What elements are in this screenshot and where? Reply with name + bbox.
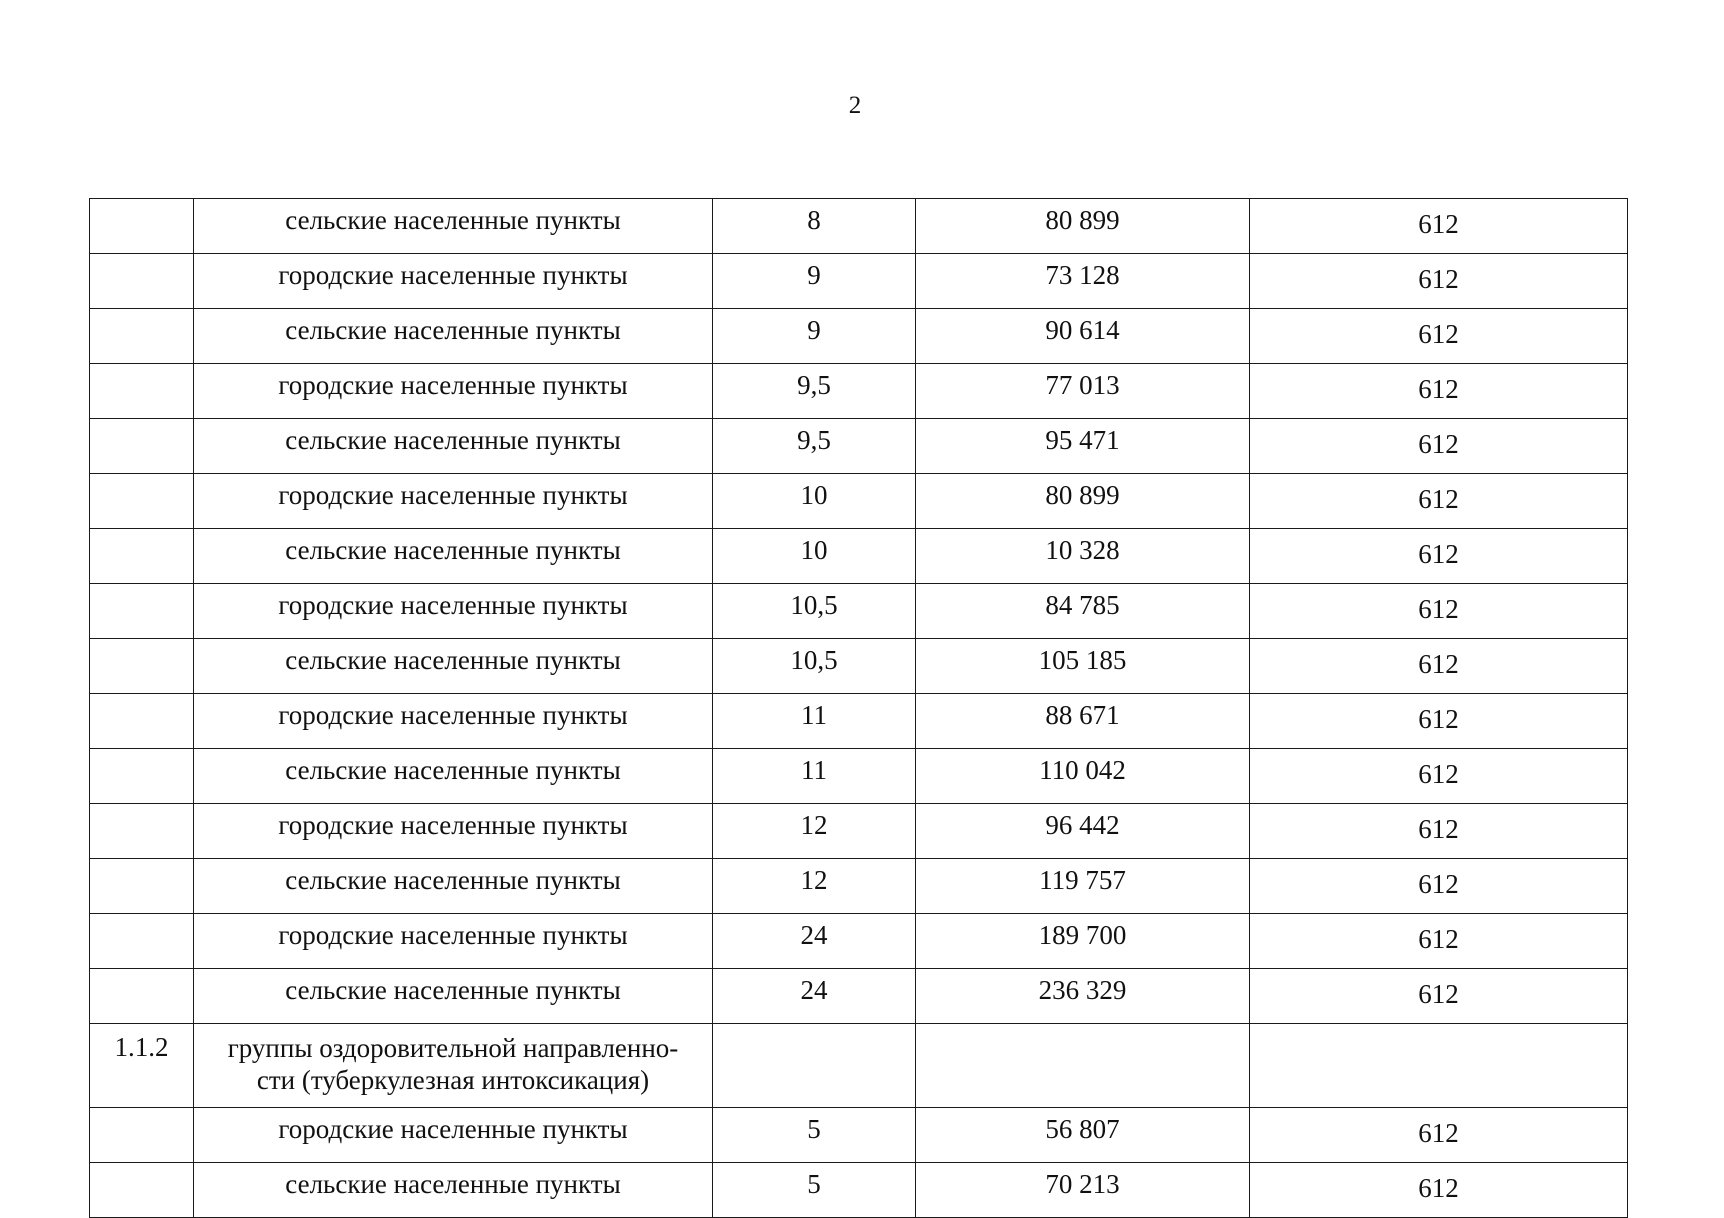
section-title-line-2: сти (туберкулезная интоксикация) — [256, 1065, 650, 1095]
cell-code — [90, 694, 194, 749]
cell-value-b: 105 185 — [916, 639, 1250, 694]
cell-settlement-type: городские населенные пункты — [194, 474, 713, 529]
table-row — [90, 309, 1628, 364]
cell-settlement-type: сельские населенные пункты — [194, 969, 713, 1024]
cell-value-b: 84 785 — [916, 584, 1250, 639]
cell-settlement-type: сельские населенные пункты — [194, 639, 713, 694]
cell-value-a: 10,5 — [713, 584, 916, 639]
cell-code — [90, 1108, 194, 1163]
table-row — [90, 969, 1628, 1024]
cell-value-b: 80 899 — [916, 474, 1250, 529]
cell-value-a: 10,5 — [713, 639, 916, 694]
cell-settlement-type: сельские населенные пункты — [194, 199, 713, 254]
cell-value-a: 24 — [713, 914, 916, 969]
cell-value-b — [916, 1024, 1250, 1108]
cell-value-b: 77 013 — [916, 364, 1250, 419]
cell-code — [90, 254, 194, 309]
cell-value-a: 9 — [713, 254, 916, 309]
cell-value-c: 612 — [1250, 639, 1628, 694]
table-row — [90, 804, 1628, 859]
cell-value-c: 612 — [1250, 914, 1628, 969]
cell-settlement-type: городские населенные пункты — [194, 584, 713, 639]
cell-value-a: 5 — [713, 1163, 916, 1218]
cell-value-b: 88 671 — [916, 694, 1250, 749]
cell-code — [90, 584, 194, 639]
cell-code — [90, 914, 194, 969]
cell-value-a: 10 — [713, 529, 916, 584]
table-row — [90, 694, 1628, 749]
cell-value-b: 110 042 — [916, 749, 1250, 804]
cell-settlement-type: городские населенные пункты — [194, 254, 713, 309]
tariff-table — [89, 198, 1628, 1218]
cell-value-a: 9 — [713, 309, 916, 364]
cell-value-a — [713, 1024, 916, 1108]
cell-code — [90, 199, 194, 254]
cell-value-c: 612 — [1250, 529, 1628, 584]
cell-value-b: 10 328 — [916, 529, 1250, 584]
cell-code — [90, 749, 194, 804]
cell-settlement-type: городские населенные пункты — [194, 914, 713, 969]
cell-code — [90, 309, 194, 364]
cell-code — [90, 639, 194, 694]
cell-value-a: 8 — [713, 199, 916, 254]
page-number: 2 — [848, 92, 862, 119]
table-row — [90, 749, 1628, 804]
cell-value-c: 612 — [1250, 969, 1628, 1024]
cell-value-c: 612 — [1250, 859, 1628, 914]
table-row — [90, 419, 1628, 474]
cell-value-a: 12 — [713, 859, 916, 914]
cell-value-a: 9,5 — [713, 419, 916, 474]
table-row — [90, 914, 1628, 969]
cell-value-c: 612 — [1250, 364, 1628, 419]
table-row — [90, 1108, 1628, 1163]
cell-value-b: 73 128 — [916, 254, 1250, 309]
table-row — [90, 529, 1628, 584]
table-row — [90, 859, 1628, 914]
cell-settlement-type: сельские населенные пункты — [194, 309, 713, 364]
cell-value-c: 612 — [1250, 474, 1628, 529]
cell-value-b: 80 899 — [916, 199, 1250, 254]
cell-settlement-type: городские населенные пункты — [194, 364, 713, 419]
cell-settlement-type: сельские населенные пункты — [194, 749, 713, 804]
cell-value-a: 10 — [713, 474, 916, 529]
cell-value-a: 11 — [713, 749, 916, 804]
cell-value-b: 90 614 — [916, 309, 1250, 364]
cell-value-a: 11 — [713, 694, 916, 749]
cell-value-b: 119 757 — [916, 859, 1250, 914]
table-row — [90, 584, 1628, 639]
cell-value-a: 12 — [713, 804, 916, 859]
cell-code — [90, 419, 194, 474]
cell-section-title — [194, 1024, 713, 1108]
cell-value-c: 612 — [1250, 749, 1628, 804]
section-title-line-1: группы оздоровительной направленно- — [227, 1033, 679, 1063]
cell-value-c: 612 — [1250, 254, 1628, 309]
table-row — [90, 364, 1628, 419]
cell-settlement-type: сельские населенные пункты — [194, 859, 713, 914]
cell-settlement-type: городские населенные пункты — [194, 804, 713, 859]
cell-settlement-type: городские населенные пункты — [194, 1108, 713, 1163]
cell-code — [90, 529, 194, 584]
cell-settlement-type: городские населенные пункты — [194, 694, 713, 749]
cell-value-c: 612 — [1250, 694, 1628, 749]
cell-code — [90, 1163, 194, 1218]
table-row — [90, 254, 1628, 309]
cell-value-a: 5 — [713, 1108, 916, 1163]
cell-code — [90, 969, 194, 1024]
table-row — [90, 639, 1628, 694]
cell-value-b: 96 442 — [916, 804, 1250, 859]
section-row — [90, 1024, 1628, 1108]
cell-value-b: 95 471 — [916, 419, 1250, 474]
cell-value-c: 612 — [1250, 584, 1628, 639]
cell-value-c: 612 — [1250, 199, 1628, 254]
cell-value-b: 70 213 — [916, 1163, 1250, 1218]
cell-value-a: 24 — [713, 969, 916, 1024]
cell-settlement-type: сельские населенные пункты — [194, 419, 713, 474]
cell-section-code: 1.1.2 — [90, 1024, 194, 1108]
table-row — [90, 474, 1628, 529]
cell-code — [90, 804, 194, 859]
cell-settlement-type: сельские населенные пункты — [194, 529, 713, 584]
cell-code — [90, 859, 194, 914]
cell-value-c: 612 — [1250, 1108, 1628, 1163]
table-row — [90, 199, 1628, 254]
cell-value-c: 612 — [1250, 804, 1628, 859]
cell-code — [90, 474, 194, 529]
cell-value-b: 189 700 — [916, 914, 1250, 969]
cell-value-b: 56 807 — [916, 1108, 1250, 1163]
cell-value-c: 612 — [1250, 1163, 1628, 1218]
cell-code — [90, 364, 194, 419]
table-row — [90, 1163, 1628, 1218]
cell-value-c: 612 — [1250, 309, 1628, 364]
cell-value-a: 9,5 — [713, 364, 916, 419]
cell-value-c — [1250, 1024, 1628, 1108]
cell-value-c: 612 — [1250, 419, 1628, 474]
cell-settlement-type: сельские населенные пункты — [194, 1163, 713, 1218]
cell-value-b: 236 329 — [916, 969, 1250, 1024]
